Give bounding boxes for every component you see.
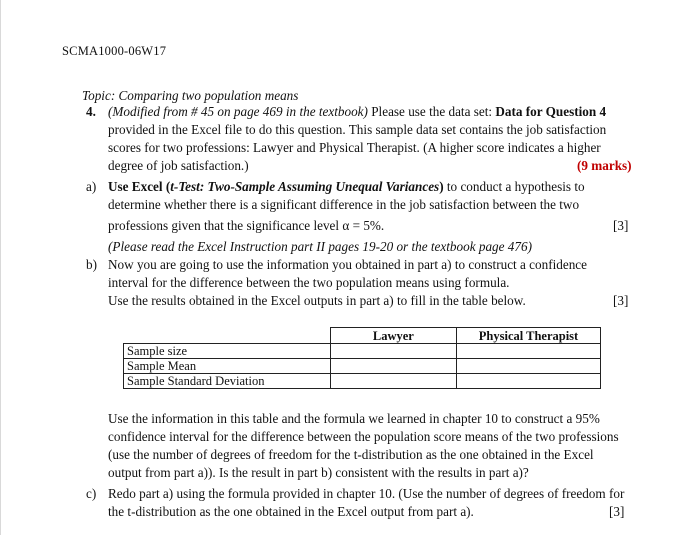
- part-b-label: b): [86, 257, 97, 272]
- question-line-4: degree of job satisfaction.): [108, 158, 249, 173]
- part-c-label: c): [86, 486, 97, 501]
- cell-lawyer-sample-size[interactable]: [330, 344, 456, 359]
- row-label-sample-size: Sample size: [124, 344, 331, 359]
- table-row: [124, 374, 601, 389]
- cell-lawyer-sample-sd[interactable]: [330, 374, 456, 389]
- part-a-test-name: t-Test: Two-Sample Assuming Unequal Variances: [170, 179, 440, 194]
- part-b-follow-line-4: output from part a)). Is the result in part b) consistent with the results in part a)?: [108, 465, 529, 480]
- part-a-instruction: Use Excel (: [108, 179, 171, 194]
- cell-lawyer-sample-mean[interactable]: [330, 359, 456, 374]
- row-label-sample-sd: Sample Standard Deviation: [124, 374, 331, 389]
- part-b-line-2: interval for the difference between the two population means using formula.: [108, 275, 510, 290]
- part-a-line-3: professions given that the significance level α = 5%.: [108, 218, 385, 233]
- question-source: (Modified from # 45 on page 469 in the textbook): [108, 104, 368, 119]
- part-b-line-3: Use the results obtained in the Excel outputs in part a) to fill in the table below.: [108, 293, 526, 308]
- part-b-follow-line-2: confidence interval for the difference between the population score means of the two professions: [108, 429, 619, 444]
- cell-therapist-sample-size[interactable]: [456, 344, 600, 359]
- course-code: SCMA1000-06W17: [62, 44, 167, 58]
- topic-heading: Topic: Comparing two population means: [82, 88, 299, 103]
- part-b-follow-line-1: Use the information in this table and the formula we learned in chapter 10 to construct a 95%: [108, 411, 600, 426]
- part-c-line-1: Redo part a) using the formula provided in chapter 10. (Use the number of degrees of freedom for: [108, 486, 625, 501]
- table-row: [124, 359, 601, 374]
- cell-therapist-sample-mean[interactable]: [456, 359, 600, 374]
- table-header-blank: [124, 328, 331, 344]
- table-row: [124, 344, 601, 359]
- page-edge: [0, 0, 1, 535]
- question-line-3: scores for two professions: Lawyer and Physical Therapist. (A higher score indicates a higher: [108, 140, 601, 155]
- part-a-line-1: [108, 178, 585, 195]
- part-a-points: [3]: [613, 218, 629, 233]
- part-a-label: a): [86, 179, 97, 194]
- part-b-line-1: Now you are going to use the information you obtained in part a) to construct a confidence: [108, 257, 588, 272]
- question-line-2: provided in the Excel file to do this question. This sample data set contains the job satisfaction: [108, 122, 607, 137]
- part-c-points: [3]: [609, 504, 625, 519]
- sample-statistics-table: [123, 327, 601, 389]
- part-a-note: (Please read the Excel Instruction part II pages 19-20 or the textbook page 476): [108, 239, 532, 254]
- table-header-row: [124, 328, 601, 344]
- question-number: 4.: [86, 104, 96, 119]
- part-a-line-2: determine whether there is a significant difference in the job satisfaction between the two: [108, 197, 580, 212]
- part-c-line-2: the t-distribution as the one obtained in the Excel output from part a).: [108, 504, 474, 519]
- question-intro: Please use the data set:: [367, 104, 496, 119]
- row-label-sample-mean: Sample Mean: [124, 359, 331, 374]
- part-a-instruction-rest: to conduct a hypothesis to: [443, 179, 585, 194]
- question-marks: (9 marks): [577, 158, 632, 173]
- question-line-1: [108, 103, 606, 120]
- table-header-physical-therapist: Physical Therapist: [456, 328, 600, 344]
- cell-therapist-sample-sd[interactable]: [456, 374, 600, 389]
- part-b-points: [3]: [613, 293, 629, 308]
- table-header-lawyer: Lawyer: [330, 328, 456, 344]
- part-b-follow-line-3: (use the number of degrees of freedom for the t-distribution as the one obtained in the Excel: [108, 447, 594, 462]
- question-dataset: Data for Question 4: [495, 104, 607, 119]
- part-a-instruction-end: ): [439, 179, 444, 194]
